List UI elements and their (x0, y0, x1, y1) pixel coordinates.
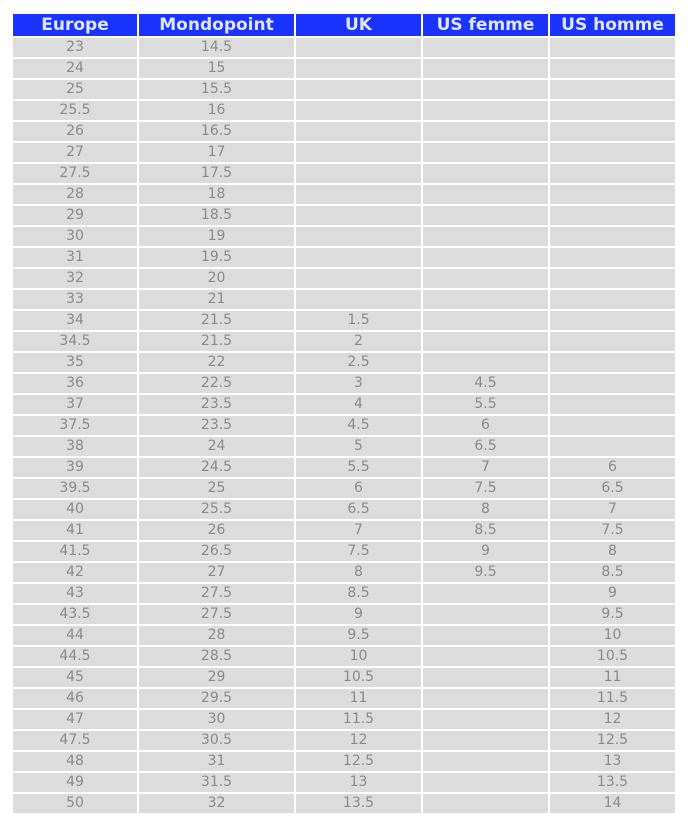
cell-mondopoint: 20 (139, 269, 294, 288)
table-body (13, 38, 675, 813)
cell-mondopoint: 31.5 (139, 773, 294, 792)
cell-europe: 50 (13, 794, 137, 813)
cell-uk: 7.5 (296, 542, 421, 561)
cell-us-homme: 9.5 (550, 605, 675, 624)
table-row (13, 563, 675, 582)
table-row (13, 416, 675, 435)
cell-mondopoint: 17 (139, 143, 294, 162)
cell-us-homme (550, 290, 675, 309)
cell-uk: 8 (296, 563, 421, 582)
cell-us-homme: 7.5 (550, 521, 675, 540)
cell-europe: 34.5 (13, 332, 137, 351)
cell-europe: 46 (13, 689, 137, 708)
cell-mondopoint: 30 (139, 710, 294, 729)
table-row (13, 458, 675, 477)
cell-us-homme (550, 38, 675, 57)
cell-europe: 27.5 (13, 164, 137, 183)
cell-us-femme (423, 101, 548, 120)
column-header-us-femme: US femme (423, 14, 548, 36)
cell-europe: 41 (13, 521, 137, 540)
cell-us-homme: 14 (550, 794, 675, 813)
cell-us-femme (423, 269, 548, 288)
cell-us-homme (550, 80, 675, 99)
table-row (13, 332, 675, 351)
header-row (13, 14, 675, 36)
cell-uk: 4.5 (296, 416, 421, 435)
cell-uk (296, 227, 421, 246)
cell-us-femme (423, 185, 548, 204)
cell-europe: 44.5 (13, 647, 137, 666)
cell-us-femme (423, 731, 548, 750)
cell-us-femme (423, 38, 548, 57)
cell-us-femme (423, 227, 548, 246)
table-row (13, 437, 675, 456)
cell-mondopoint: 27 (139, 563, 294, 582)
shoe-size-conversion-table (11, 12, 677, 815)
cell-mondopoint: 29 (139, 668, 294, 687)
table-row (13, 710, 675, 729)
cell-us-femme: 6 (423, 416, 548, 435)
cell-mondopoint: 26.5 (139, 542, 294, 561)
cell-mondopoint: 15.5 (139, 80, 294, 99)
cell-mondopoint: 27.5 (139, 605, 294, 624)
cell-uk: 6.5 (296, 500, 421, 519)
cell-uk (296, 206, 421, 225)
cell-mondopoint: 25 (139, 479, 294, 498)
cell-us-homme (550, 395, 675, 414)
cell-us-homme: 11.5 (550, 689, 675, 708)
cell-uk: 10 (296, 647, 421, 666)
cell-uk: 1.5 (296, 311, 421, 330)
cell-us-femme: 9.5 (423, 563, 548, 582)
cell-uk: 7 (296, 521, 421, 540)
table-row (13, 38, 675, 57)
cell-europe: 26 (13, 122, 137, 141)
cell-europe: 27 (13, 143, 137, 162)
table-row (13, 269, 675, 288)
cell-us-femme: 6.5 (423, 437, 548, 456)
cell-us-femme (423, 80, 548, 99)
table-row (13, 164, 675, 183)
cell-uk: 6 (296, 479, 421, 498)
cell-us-homme (550, 206, 675, 225)
cell-uk: 10.5 (296, 668, 421, 687)
table-row (13, 794, 675, 813)
table-row (13, 227, 675, 246)
table-row (13, 584, 675, 603)
cell-us-homme: 8 (550, 542, 675, 561)
cell-us-femme (423, 353, 548, 372)
cell-us-femme (423, 248, 548, 267)
cell-us-homme (550, 374, 675, 393)
cell-europe: 32 (13, 269, 137, 288)
cell-mondopoint: 23.5 (139, 416, 294, 435)
cell-mondopoint: 21.5 (139, 311, 294, 330)
cell-mondopoint: 26 (139, 521, 294, 540)
cell-us-homme (550, 437, 675, 456)
cell-mondopoint: 18.5 (139, 206, 294, 225)
cell-europe: 49 (13, 773, 137, 792)
cell-mondopoint: 16.5 (139, 122, 294, 141)
cell-mondopoint: 28.5 (139, 647, 294, 666)
cell-europe: 35 (13, 353, 137, 372)
column-header-europe: Europe (13, 14, 137, 36)
table-row (13, 395, 675, 414)
table-row (13, 80, 675, 99)
cell-uk (296, 101, 421, 120)
cell-uk: 9 (296, 605, 421, 624)
cell-us-homme (550, 311, 675, 330)
cell-us-femme: 9 (423, 542, 548, 561)
cell-uk (296, 269, 421, 288)
cell-mondopoint: 27.5 (139, 584, 294, 603)
cell-uk (296, 122, 421, 141)
table-row (13, 626, 675, 645)
cell-uk: 12 (296, 731, 421, 750)
cell-uk: 4 (296, 395, 421, 414)
cell-us-homme: 6.5 (550, 479, 675, 498)
cell-mondopoint: 22 (139, 353, 294, 372)
cell-us-femme (423, 710, 548, 729)
cell-us-homme: 12 (550, 710, 675, 729)
cell-us-femme (423, 647, 548, 666)
cell-europe: 25.5 (13, 101, 137, 120)
cell-us-homme (550, 353, 675, 372)
cell-uk: 12.5 (296, 752, 421, 771)
cell-mondopoint: 25.5 (139, 500, 294, 519)
cell-mondopoint: 28 (139, 626, 294, 645)
cell-uk: 8.5 (296, 584, 421, 603)
cell-mondopoint: 19.5 (139, 248, 294, 267)
cell-us-homme: 9 (550, 584, 675, 603)
table-row (13, 752, 675, 771)
cell-us-homme: 6 (550, 458, 675, 477)
cell-uk: 3 (296, 374, 421, 393)
cell-europe: 45 (13, 668, 137, 687)
cell-europe: 39.5 (13, 479, 137, 498)
table-row (13, 143, 675, 162)
cell-mondopoint: 23.5 (139, 395, 294, 414)
cell-europe: 37.5 (13, 416, 137, 435)
cell-us-homme (550, 248, 675, 267)
cell-us-femme: 8.5 (423, 521, 548, 540)
table-row (13, 311, 675, 330)
cell-us-homme: 13 (550, 752, 675, 771)
cell-us-femme (423, 605, 548, 624)
cell-us-homme: 13.5 (550, 773, 675, 792)
cell-us-homme (550, 164, 675, 183)
cell-europe: 30 (13, 227, 137, 246)
cell-europe: 36 (13, 374, 137, 393)
cell-mondopoint: 24.5 (139, 458, 294, 477)
cell-mondopoint: 16 (139, 101, 294, 120)
table-row (13, 59, 675, 78)
cell-europe: 44 (13, 626, 137, 645)
cell-uk (296, 164, 421, 183)
cell-us-femme (423, 584, 548, 603)
cell-uk (296, 59, 421, 78)
cell-europe: 48 (13, 752, 137, 771)
cell-europe: 29 (13, 206, 137, 225)
cell-us-femme (423, 311, 548, 330)
cell-europe: 31 (13, 248, 137, 267)
table-header (13, 14, 675, 36)
cell-uk: 11 (296, 689, 421, 708)
table-row (13, 248, 675, 267)
cell-us-homme: 7 (550, 500, 675, 519)
cell-europe: 43.5 (13, 605, 137, 624)
cell-us-homme (550, 59, 675, 78)
table-row (13, 500, 675, 519)
cell-europe: 34 (13, 311, 137, 330)
column-header-us-homme: US homme (550, 14, 675, 36)
table-row (13, 122, 675, 141)
cell-us-homme (550, 185, 675, 204)
cell-mondopoint: 21.5 (139, 332, 294, 351)
cell-us-homme: 11 (550, 668, 675, 687)
cell-europe: 23 (13, 38, 137, 57)
table-row (13, 731, 675, 750)
cell-mondopoint: 17.5 (139, 164, 294, 183)
cell-uk: 13 (296, 773, 421, 792)
cell-uk (296, 248, 421, 267)
cell-us-homme: 10.5 (550, 647, 675, 666)
cell-europe: 37 (13, 395, 137, 414)
size-chart-container (11, 12, 677, 815)
cell-us-homme (550, 332, 675, 351)
cell-europe: 39 (13, 458, 137, 477)
cell-us-homme (550, 143, 675, 162)
cell-us-femme: 5.5 (423, 395, 548, 414)
cell-us-femme: 7 (423, 458, 548, 477)
cell-mondopoint: 19 (139, 227, 294, 246)
cell-europe: 28 (13, 185, 137, 204)
table-row (13, 521, 675, 540)
cell-us-femme (423, 752, 548, 771)
cell-europe: 24 (13, 59, 137, 78)
cell-europe: 41.5 (13, 542, 137, 561)
cell-mondopoint: 15 (139, 59, 294, 78)
cell-us-homme (550, 416, 675, 435)
cell-uk (296, 185, 421, 204)
table-row (13, 479, 675, 498)
cell-uk: 9.5 (296, 626, 421, 645)
table-row (13, 605, 675, 624)
cell-us-femme (423, 122, 548, 141)
cell-europe: 47 (13, 710, 137, 729)
cell-us-homme: 10 (550, 626, 675, 645)
cell-us-femme (423, 164, 548, 183)
cell-mondopoint: 32 (139, 794, 294, 813)
cell-us-homme (550, 101, 675, 120)
table-row (13, 374, 675, 393)
cell-mondopoint: 31 (139, 752, 294, 771)
cell-us-femme (423, 290, 548, 309)
cell-mondopoint: 18 (139, 185, 294, 204)
cell-us-femme (423, 668, 548, 687)
cell-us-femme: 4.5 (423, 374, 548, 393)
cell-us-femme (423, 143, 548, 162)
cell-europe: 42 (13, 563, 137, 582)
table-row (13, 647, 675, 666)
cell-europe: 43 (13, 584, 137, 603)
table-row (13, 689, 675, 708)
table-row (13, 542, 675, 561)
cell-us-femme (423, 794, 548, 813)
cell-mondopoint: 24 (139, 437, 294, 456)
cell-us-femme (423, 773, 548, 792)
cell-europe: 25 (13, 80, 137, 99)
cell-us-homme (550, 122, 675, 141)
cell-uk (296, 290, 421, 309)
table-row (13, 206, 675, 225)
table-row (13, 668, 675, 687)
cell-us-femme (423, 206, 548, 225)
cell-us-femme: 7.5 (423, 479, 548, 498)
cell-europe: 33 (13, 290, 137, 309)
cell-us-homme: 8.5 (550, 563, 675, 582)
cell-uk: 5 (296, 437, 421, 456)
cell-mondopoint: 29.5 (139, 689, 294, 708)
table-row (13, 290, 675, 309)
table-row (13, 353, 675, 372)
cell-mondopoint: 21 (139, 290, 294, 309)
table-row (13, 101, 675, 120)
cell-us-femme (423, 332, 548, 351)
cell-uk (296, 80, 421, 99)
column-header-mondopoint: Mondopoint (139, 14, 294, 36)
cell-us-femme: 8 (423, 500, 548, 519)
cell-uk: 5.5 (296, 458, 421, 477)
cell-uk (296, 38, 421, 57)
cell-us-femme (423, 689, 548, 708)
column-header-uk: UK (296, 14, 421, 36)
cell-uk: 2.5 (296, 353, 421, 372)
cell-us-homme (550, 269, 675, 288)
cell-uk: 2 (296, 332, 421, 351)
cell-us-femme (423, 626, 548, 645)
cell-mondopoint: 22.5 (139, 374, 294, 393)
cell-uk: 13.5 (296, 794, 421, 813)
cell-europe: 38 (13, 437, 137, 456)
cell-mondopoint: 14.5 (139, 38, 294, 57)
table-row (13, 773, 675, 792)
cell-us-homme (550, 227, 675, 246)
table-row (13, 185, 675, 204)
cell-europe: 40 (13, 500, 137, 519)
cell-uk: 11.5 (296, 710, 421, 729)
cell-us-homme: 12.5 (550, 731, 675, 750)
cell-europe: 47.5 (13, 731, 137, 750)
cell-us-femme (423, 59, 548, 78)
cell-mondopoint: 30.5 (139, 731, 294, 750)
cell-uk (296, 143, 421, 162)
